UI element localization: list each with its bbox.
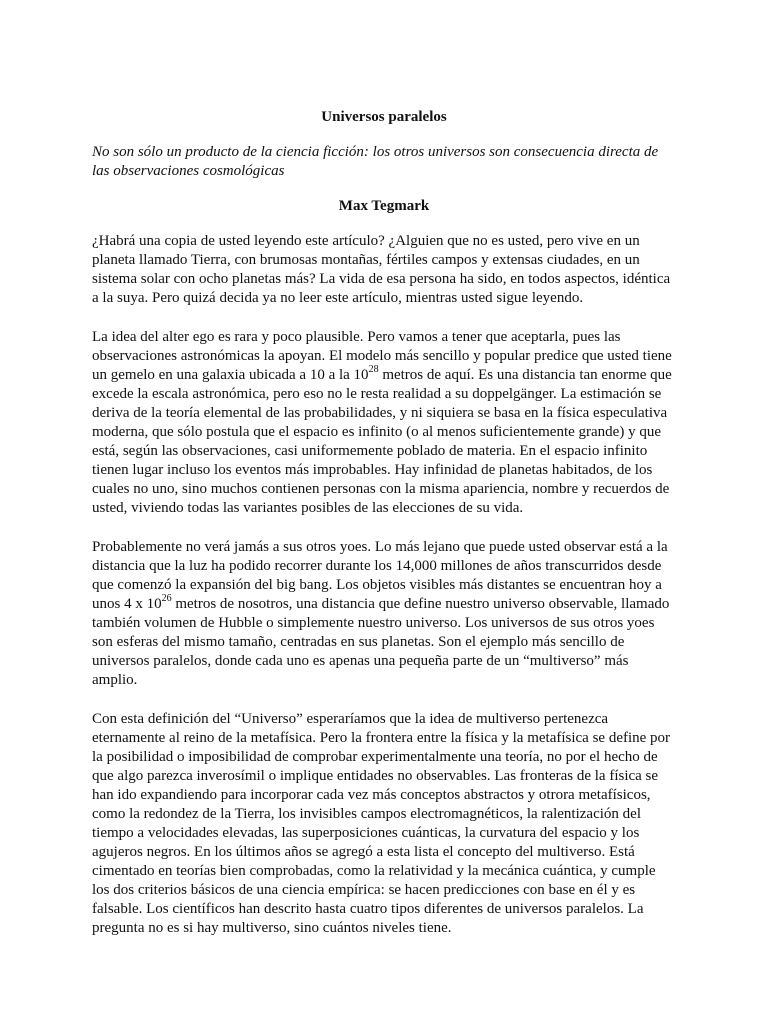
article-subtitle: No son sólo un producto de la ciencia ficción: los otros universos son consecuencia directa de las observaciones cosmológicas — [92, 144, 659, 179]
exponent-28: 28 — [368, 364, 379, 375]
paragraph-2 — [92, 328, 676, 518]
paragraph-3-text-a: Probablemente no verá jamás a sus otros yoes. Lo más lejano que puede usted observar está a la distancia que la luz ha podido recorrer durante los 14,000 millones de años transcurridos desde que comenzó la expansión del big bang. Los objetos visibles más distantes se encuentran hoy a unos 4 x 10 — [92, 539, 668, 612]
paragraph-1: ¿Habrá una copia de usted leyendo este artículo? ¿Alguien que no es usted, pero vive en un planeta llamado Tierra, con brumosas montañas, fértiles campos y extensas ciudades, en un sistema solar con ocho planetas más? La vida de esa persona ha sido, en todos aspectos, idéntica a la suya. Pero quizá decida ya no leer este artículo, mientras usted sigue leyendo. — [92, 233, 671, 306]
article-author: Max Tegmark — [338, 198, 430, 214]
paragraph-2-text-b: metros de aquí. Es una distancia tan enorme que excede la escala astronómica, pero eso no le resta realidad a su doppelgänger. La estimación se deriva de la teoría elemental de las probabilidades, y ni siquiera se basa en la física especulativa moderna, que sólo postula que el espacio es infinito (o al menos suficientemente grande) y que está, según las observaciones, casi uniformemente poblado de materia. En el espacio infinito tienen lugar incluso los eventos más improbables. Hay infinidad de planetas habitados, de los cuales no uno, sino muchos contienen personas con la misma apariencia, nombre y recuerdos de usted, viviendo todas las variantes posibles de las elecciones de su vida. — [92, 367, 672, 516]
article-title: Universos paralelos — [321, 109, 447, 125]
paragraph-3 — [92, 538, 676, 690]
document-page — [92, 108, 676, 958]
paragraph-4: Con esta definición del “Universo” esperaríamos que la idea de multiverso pertenezca eternamente al reino de la metafísica. Pero la frontera entre la física y la metafísica se define por la posibilidad o imposibilidad de comprobar experimentalmente una teoría, no por el hecho de que algo parezca inverosímil o implique entidades no observables. Las fronteras de la física se han ido expandiendo para incorporar cada vez más conceptos abstractos y otrora metafísicos, como la redondez de la Tierra, los invisibles campos electromagnéticos, la ralentización del tiempo a velocidades elevadas, las superposiciones cuánticas, la curvatura del espacio y los agujeros negros. En los últimos años se agregó a esta lista el concepto del multiverso. Está cimentado en teorías bien comprobadas, como la relatividad y la mecánica cuántica, y cumple los dos criterios básicos de una ciencia empírica: se hacen predicciones con base en él y es falsable. Los científicos han descrito hasta cuatro tipos diferentes de universos paralelos. La pregunta no es si hay multiverso, sino cuántos niveles tiene. — [92, 711, 671, 936]
exponent-26: 26 — [161, 593, 172, 604]
paragraph-3-text-b: metros de nosotros, una distancia que define nuestro universo observable, llamado también volumen de Hubble o simplemente nuestro universo. Los universos de sus otros yoes son esferas del mismo tamaño, centradas en sus planetas. Son el ejemplo más sencillo de universos paralelos, donde cada uno es apenas una pequeña parte de un “multiverso” más amplio. — [92, 596, 670, 688]
paragraph-2-text-a: La idea del alter ego es rara y poco plausible. Pero vamos a tener que aceptarla, pues las observaciones astronómicas la apoyan. El modelo más sencillo y popular predice que usted tiene un gemelo en una galaxia ubicada a 10 a la 10 — [92, 329, 672, 383]
